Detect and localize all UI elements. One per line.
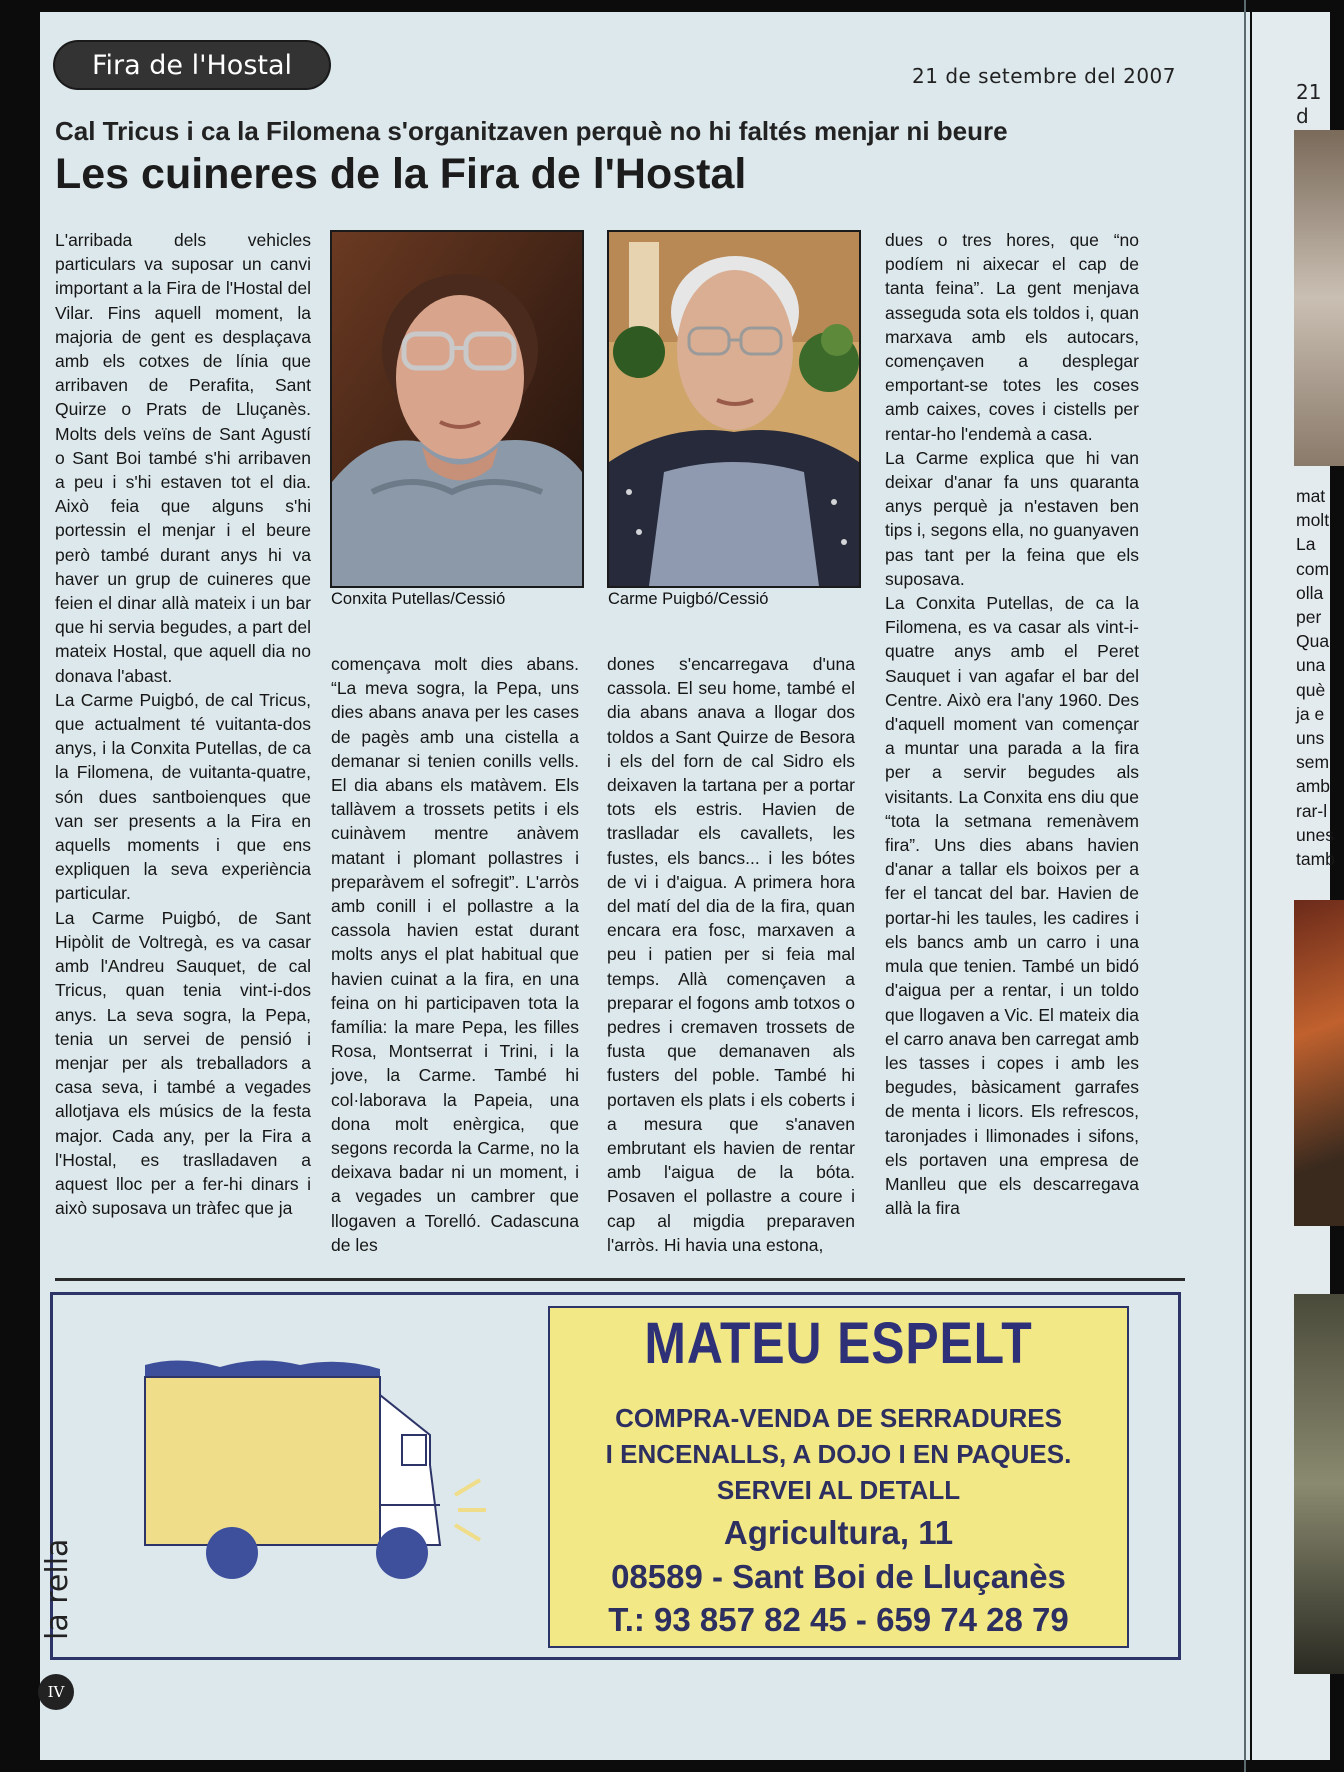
next-page-word: mat [1296, 486, 1326, 506]
article-column-1 [55, 228, 311, 1220]
article-column-2 [331, 652, 579, 1257]
section-divider [55, 1278, 1185, 1281]
next-page-strip [1252, 12, 1335, 1760]
next-page-word: ja e [1296, 703, 1325, 724]
magazine-name-vertical [40, 1540, 80, 1660]
ad-service-line: COMPRA-VENDA DE SERRADURES [615, 1403, 1062, 1433]
paragraph: La Carme Puigbó, de Sant Hipòlit de Voltregà, es va casar amb l'Andreu Sauquet, de cal Tricus, quan tenia vint-i-dos anys. La seva sogra, la Pepa, tenia un servei de pensió i menjar per als treballadors a casa seva, i també a vegades allotjava els músics de la festa major. Cada any, per la Fira a l'Hostal, es traslladaven a aquest lloc per a fer-hi dinars i això suposava un tràfec que ja [55, 907, 311, 1219]
paragraph: començava molt dies abans. “La meva sogra, la Pepa, uns dies abans anava per les cases de pagès amb una cistella a demanar si tenien conills vells. El dia abans els matàvem. Els tallàvem a trossets petits i els cuinàvem mentre anàvem matant i plomant pollastres i preparàvem el sofregit”. L'arròs amb conill i el pollastre a la cassola havien estat durant molts anys el plat habitual que havien cuinat a la fira, en una feina on hi participaven tota la família: la mare Pepa, les filles Rosa, Montserrat i Trini, i la jove, la Carme. També hi col·laborava la Papeia, una dona molt enèrgica, que segons recorda la Carme, no la deixava badar ni un moment, i a vegades un cambrer que llogaven a Torelló. Cadascuna de les [331, 654, 579, 1255]
next-page-word: amb [1296, 776, 1331, 797]
photo-conxita-putellas [330, 230, 584, 588]
paragraph: La Carme Puigbó, de cal Tricus, que actualment té vuitanta-dos anys, i la Conxita Putellas, de ca la Filomena, de vuitanta-quatre, són dues santboienques que van ser presents a la Fira en aquells moments i que ens expliquen la seva experiència particular. [55, 689, 311, 904]
next-page-word: tamb [1296, 849, 1335, 870]
article-subtitle: Cal Tricus i ca la Filomena s'organitzaven perquè no hi faltés menjar ni beure [55, 116, 1008, 146]
photo-carme-puigbo [607, 230, 861, 588]
next-page-word: Qua [1296, 631, 1330, 652]
next-page-word: com [1296, 558, 1330, 579]
page-spine [1244, 0, 1246, 1772]
next-page-word: què [1296, 679, 1326, 700]
next-page-word: sem [1296, 752, 1330, 773]
paragraph: dues o tres hores, que “no podíem ni aixecar el cap de tanta feina”. La gent menjava asseguda sota els toldos i, quan marxava amb els autocars, començaven a desplegar emportant-se totes les coses amb caixes, coves i cistells per rentar-ho l'endemà a casa. [885, 230, 1139, 444]
magazine-name: la rella [40, 1538, 75, 1640]
next-page-text [1296, 484, 1335, 871]
next-page-word: unes [1296, 824, 1334, 845]
paragraph: L'arribada dels vehicles particulars va suposar un canvi important a la Fira de l'Hostal del Vilar. Fins aquell moment, la majoria de gent es desplaçava amb els cotxes de línia que arribaven de Perafita, Sant Quirze o Prats de Lluçanès. Molts dels veïns de Sant Agustí o Sant Boi també s'hi arribaven a peu i s'hi estaven tot el dia. Això feia que alguns s'hi portessin el menjar i el beure però també durant anys hi va haver un grup de cuineres que feien el dinar allà mateix i un bar que hi servia begudes, a part del mateix Hostal, que aquell dia no donava l'abast. [55, 230, 311, 686]
ad-service-line: SERVEI AL DETALL [716, 1475, 961, 1505]
ad-city: 08589 - Sant Boi de Lluçanès [611, 1558, 1066, 1595]
portrait-elderly-woman [609, 232, 859, 586]
ad-service-line: I ENCENALLS, A DOJO I EN PAQUES. [605, 1439, 1072, 1469]
ad-phone: T.: 93 857 82 45 - 659 74 28 79 [608, 1601, 1069, 1638]
paragraph: La Carme explica que hi van deixar d'anar fa uns quaranta anys perquè ja n'estaven ben tips i, segons ella, no guanyaven pas tant per la feina que els suposava. [885, 447, 1139, 589]
next-page-photo-top [1294, 130, 1344, 466]
next-page-word: per [1296, 607, 1322, 628]
article-column-4 [885, 228, 1139, 1220]
next-page-photo-bottom [1294, 1294, 1344, 1674]
next-page-word: rar-l [1296, 800, 1328, 821]
advertiser-name: MATEU ESPELT [644, 1311, 1033, 1376]
next-page-word: una [1296, 655, 1326, 676]
article-headline: Les cuineres de la Fira de l'Hostal [55, 150, 747, 198]
next-page-date: 21 d [1296, 80, 1322, 128]
next-page-word: olla [1296, 582, 1324, 603]
photo-caption: Conxita Putellas/Cessió [331, 590, 506, 608]
next-page-word: molt [1296, 510, 1330, 531]
issue-date: 21 de setembre del 2007 [912, 64, 1176, 88]
next-page-word: La [1296, 534, 1316, 555]
article-column-3 [607, 652, 855, 1257]
truck-icon [140, 1355, 520, 1605]
photo-caption: Carme Puigbó/Cessió [608, 590, 769, 608]
paragraph: dones s'encarregava d'una cassola. El seu home, també el dia abans anava a llogar dos toldos a Sant Quirze de Besora i els del forn de cal Sidro els deixaven la tartana per a portar tots els estris. Havien de traslladar els cavallets, les fustes, els bancs... i les bótes de vi i d'aigua. A primera hora del matí del dia de la fira, quan encara era fosc, marxaven a peu i patien per si feia mal temps. Allà començaven a preparar el fogons amb totxos o pedres i cremaven trossets de fusta que demanaven als fusters del poble. També hi portaven els plats i els coberts i a mesura que s'anaven embrutant els havien de rentar amb l'aigua de la bóta. Posaven el pollastre a coure i cap al migdia preparaven l'arròs. Hi havia una estona, [607, 654, 855, 1255]
paragraph: La Conxita Putellas, de ca la Filomena, es va casar als vint-i-quatre anys amb el Peret Sauquet i van agafar el bar del Centre. Això era l'any 1960. Des d'aquell moment van començar a muntar una parada a la fira per a servir begudes als visitants. La Conxita ens diu que “tota la setmana remenàvem fira”. Uns dies abans havien d'anar a tallar els boixos per a fer el tancat del bar. Havien de portar-hi les taules, les cadires i els bancs amb un carro i una mula que tenien. També un bidó d'aigua per a rentar, i un toldo que llogaven a Vic. El mateix dia el carro anava ben carregat amb les tasses i copes i amb les begudes, bàsicament garrafes de menta i licors. Els refrescos, taronjades i llimonades i sifons, els portaven una empresa de Manlleu que els descarregava allà la fira [885, 593, 1139, 1219]
page-number: IV [38, 1674, 74, 1710]
section-badge: Fira de l'Hostal [55, 42, 329, 88]
next-page-word: uns [1296, 728, 1325, 749]
ad-address: Agricultura, 11 [723, 1514, 954, 1551]
next-page-photo-mid [1294, 900, 1344, 1226]
portrait-woman-glasses [332, 232, 582, 586]
